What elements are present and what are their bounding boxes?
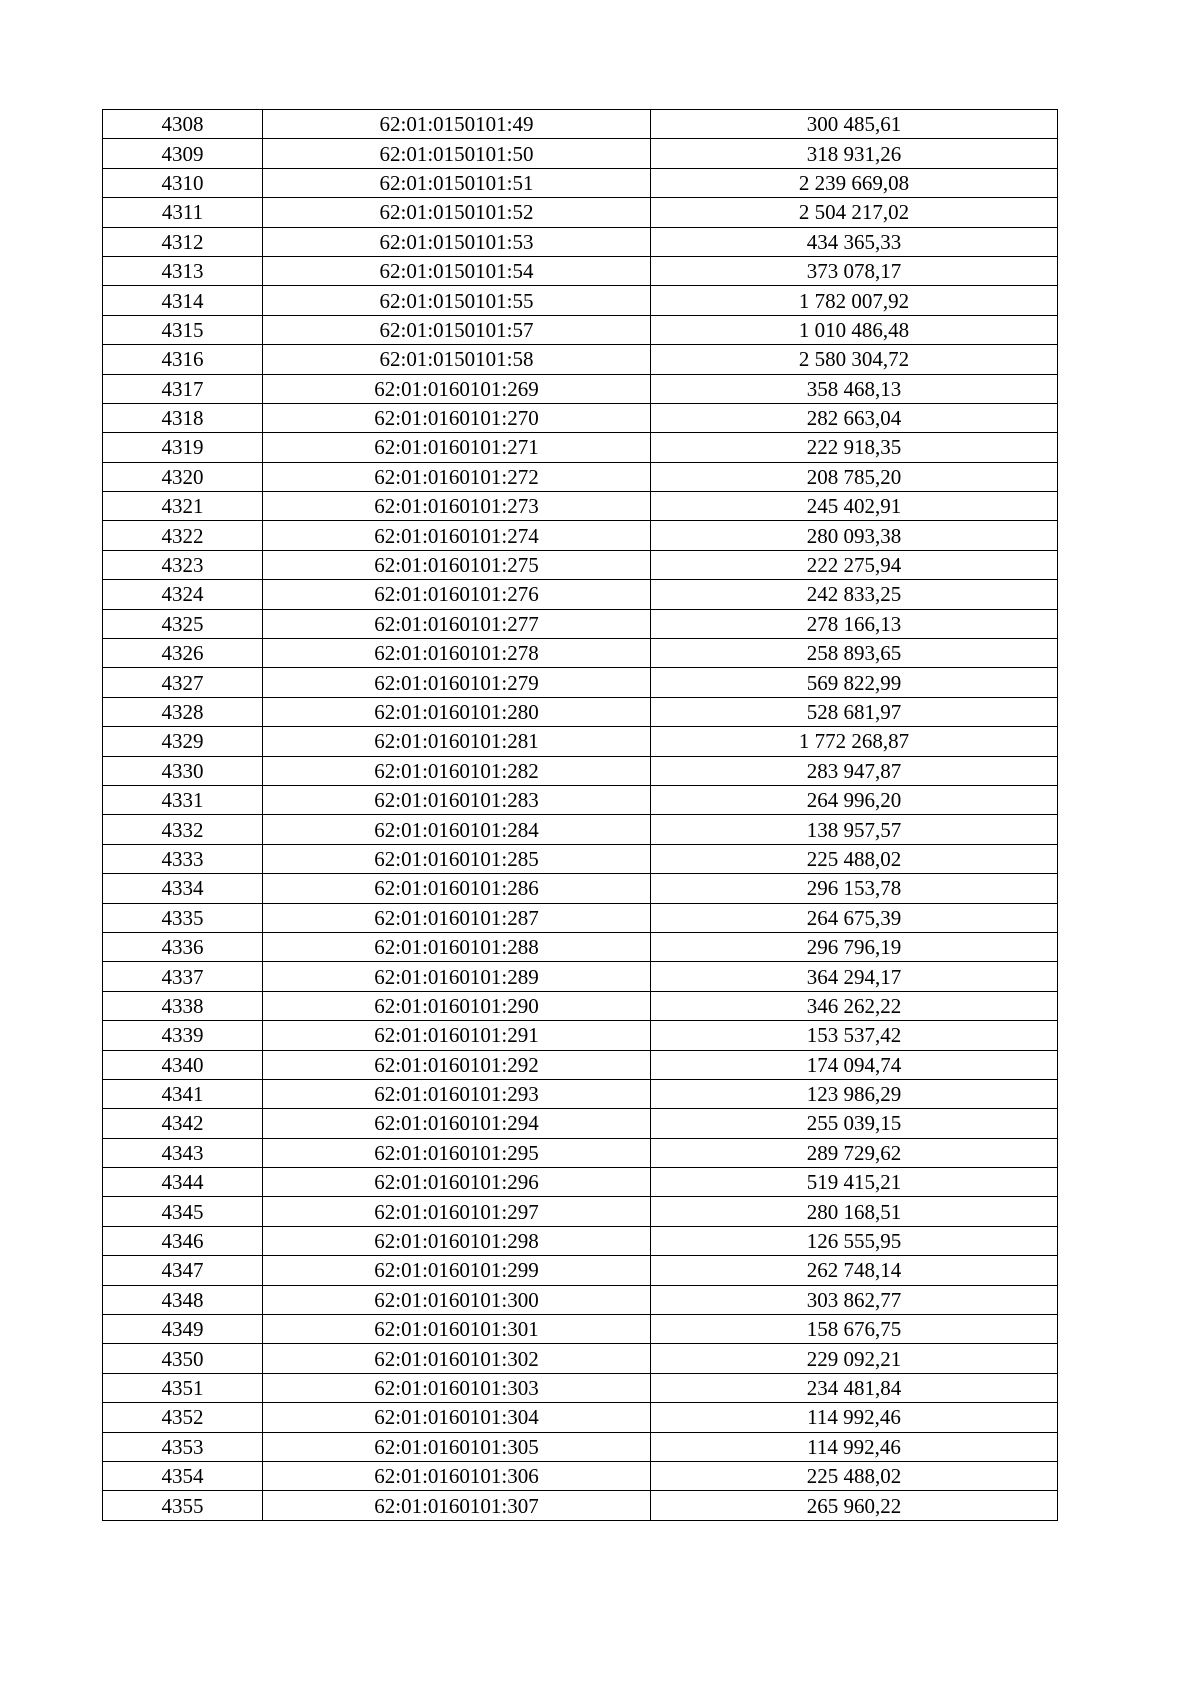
row-number-cell: 4338: [103, 991, 263, 1020]
row-number-cell: 4315: [103, 315, 263, 344]
table-row: [103, 110, 1058, 139]
row-number-cell: 4311: [103, 198, 263, 227]
cadastral-number-cell: 62:01:0160101:283: [263, 785, 651, 814]
cadastral-number-cell: 62:01:0160101:292: [263, 1050, 651, 1079]
cadastral-value-cell: 346 262,22: [651, 991, 1058, 1020]
table-row: [103, 844, 1058, 873]
table-row: [103, 256, 1058, 285]
cadastral-number-cell: 62:01:0160101:291: [263, 1021, 651, 1050]
cadastral-value-cell: 138 957,57: [651, 815, 1058, 844]
table-row: [103, 492, 1058, 521]
cadastral-value-cell: 174 094,74: [651, 1050, 1058, 1079]
cadastral-value-cell: 222 918,35: [651, 433, 1058, 462]
table-row: [103, 345, 1058, 374]
cadastral-value-cell: 225 488,02: [651, 844, 1058, 873]
cadastral-value-cell: 114 992,46: [651, 1403, 1058, 1432]
row-number-cell: 4313: [103, 256, 263, 285]
cadastral-number-cell: 62:01:0160101:270: [263, 403, 651, 432]
row-number-cell: 4328: [103, 697, 263, 726]
cadastral-number-cell: 62:01:0160101:288: [263, 932, 651, 961]
table-row: [103, 697, 1058, 726]
row-number-cell: 4339: [103, 1021, 263, 1050]
cadastral-value-cell: 519 415,21: [651, 1168, 1058, 1197]
cadastral-value-cell: 153 537,42: [651, 1021, 1058, 1050]
table-row: [103, 1403, 1058, 1432]
table-row: [103, 433, 1058, 462]
cadastral-number-cell: 62:01:0150101:54: [263, 256, 651, 285]
cadastral-number-cell: 62:01:0160101:274: [263, 521, 651, 550]
table-row: [103, 815, 1058, 844]
table-row: [103, 756, 1058, 785]
table-row: [103, 1050, 1058, 1079]
table-row: [103, 668, 1058, 697]
cadastral-number-cell: 62:01:0160101:301: [263, 1315, 651, 1344]
table-row: [103, 727, 1058, 756]
table-row: [103, 903, 1058, 932]
table-row: [103, 374, 1058, 403]
table-row: [103, 1079, 1058, 1108]
cadastral-value-cell: 222 275,94: [651, 550, 1058, 579]
cadastral-number-cell: 62:01:0160101:278: [263, 639, 651, 668]
cadastral-number-cell: 62:01:0150101:53: [263, 227, 651, 256]
cadastral-number-cell: 62:01:0160101:275: [263, 550, 651, 579]
cadastral-value-cell: 280 168,51: [651, 1197, 1058, 1226]
row-number-cell: 4336: [103, 932, 263, 961]
cadastral-value-cell: 278 166,13: [651, 609, 1058, 638]
cadastral-value-cell: 262 748,14: [651, 1256, 1058, 1285]
row-number-cell: 4326: [103, 639, 263, 668]
table-row: [103, 1344, 1058, 1373]
row-number-cell: 4342: [103, 1109, 263, 1138]
cadastral-number-cell: 62:01:0160101:297: [263, 1197, 651, 1226]
cadastral-value-cell: 2 239 669,08: [651, 168, 1058, 197]
row-number-cell: 4350: [103, 1344, 263, 1373]
cadastral-number-cell: 62:01:0160101:287: [263, 903, 651, 932]
table-row: [103, 550, 1058, 579]
cadastral-number-cell: 62:01:0160101:277: [263, 609, 651, 638]
cadastral-number-cell: 62:01:0160101:271: [263, 433, 651, 462]
table-row: [103, 198, 1058, 227]
cadastral-number-cell: 62:01:0160101:280: [263, 697, 651, 726]
cadastral-number-cell: 62:01:0150101:51: [263, 168, 651, 197]
table-row: [103, 1109, 1058, 1138]
cadastral-value-cell: 264 675,39: [651, 903, 1058, 932]
cadastral-number-cell: 62:01:0160101:281: [263, 727, 651, 756]
row-number-cell: 4344: [103, 1168, 263, 1197]
row-number-cell: 4353: [103, 1432, 263, 1461]
table-row: [103, 962, 1058, 991]
cadastral-number-cell: 62:01:0160101:286: [263, 874, 651, 903]
row-number-cell: 4323: [103, 550, 263, 579]
cadastral-number-cell: 62:01:0160101:306: [263, 1461, 651, 1490]
table-row: [103, 1432, 1058, 1461]
cadastral-number-cell: 62:01:0160101:294: [263, 1109, 651, 1138]
row-number-cell: 4327: [103, 668, 263, 697]
cadastral-number-cell: 62:01:0150101:58: [263, 345, 651, 374]
cadastral-value-cell: 318 931,26: [651, 139, 1058, 168]
cadastral-value-cell: 358 468,13: [651, 374, 1058, 403]
cadastral-value-cell: 123 986,29: [651, 1079, 1058, 1108]
row-number-cell: 4354: [103, 1461, 263, 1490]
cadastral-number-cell: 62:01:0160101:269: [263, 374, 651, 403]
cadastral-value-cell: 265 960,22: [651, 1491, 1058, 1520]
row-number-cell: 4349: [103, 1315, 263, 1344]
cadastral-number-cell: 62:01:0160101:302: [263, 1344, 651, 1373]
row-number-cell: 4319: [103, 433, 263, 462]
cadastral-value-cell: 126 555,95: [651, 1226, 1058, 1255]
table-row: [103, 580, 1058, 609]
cadastral-value-cell: 245 402,91: [651, 492, 1058, 521]
row-number-cell: 4325: [103, 609, 263, 638]
cadastral-number-cell: 62:01:0150101:55: [263, 286, 651, 315]
cadastral-number-cell: 62:01:0160101:300: [263, 1285, 651, 1314]
cadastral-value-cell: 242 833,25: [651, 580, 1058, 609]
cadastral-value-cell: 1 782 007,92: [651, 286, 1058, 315]
table-row: [103, 139, 1058, 168]
table-row: [103, 521, 1058, 550]
table-row: [103, 1491, 1058, 1520]
row-number-cell: 4332: [103, 815, 263, 844]
table-row: [103, 1373, 1058, 1402]
row-number-cell: 4329: [103, 727, 263, 756]
row-number-cell: 4324: [103, 580, 263, 609]
cadastral-number-cell: 62:01:0160101:303: [263, 1373, 651, 1402]
table-row: [103, 1315, 1058, 1344]
row-number-cell: 4317: [103, 374, 263, 403]
table-row: [103, 991, 1058, 1020]
row-number-cell: 4348: [103, 1285, 263, 1314]
cadastral-number-cell: 62:01:0160101:273: [263, 492, 651, 521]
cadastral-value-cell: 1 772 268,87: [651, 727, 1058, 756]
cadastral-value-cell: 280 093,38: [651, 521, 1058, 550]
table-row: [103, 639, 1058, 668]
row-number-cell: 4318: [103, 403, 263, 432]
table-row: [103, 785, 1058, 814]
cadastral-number-cell: 62:01:0160101:289: [263, 962, 651, 991]
table-row: [103, 1461, 1058, 1490]
row-number-cell: 4320: [103, 462, 263, 491]
cadastral-value-cell: 434 365,33: [651, 227, 1058, 256]
table-row: [103, 315, 1058, 344]
cadastral-value-cell: 296 796,19: [651, 932, 1058, 961]
row-number-cell: 4316: [103, 345, 263, 374]
cadastral-value-cell: 255 039,15: [651, 1109, 1058, 1138]
cadastral-number-cell: 62:01:0160101:304: [263, 1403, 651, 1432]
table-row: [103, 1138, 1058, 1167]
table-row: [103, 1285, 1058, 1314]
row-number-cell: 4352: [103, 1403, 263, 1432]
cadastral-value-cell: 229 092,21: [651, 1344, 1058, 1373]
cadastral-value-cell: 289 729,62: [651, 1138, 1058, 1167]
cadastral-value-cell: 225 488,02: [651, 1461, 1058, 1490]
table-row: [103, 227, 1058, 256]
row-number-cell: 4345: [103, 1197, 263, 1226]
row-number-cell: 4334: [103, 874, 263, 903]
row-number-cell: 4351: [103, 1373, 263, 1402]
cadastral-value-cell: 258 893,65: [651, 639, 1058, 668]
cadastral-value-cell: 283 947,87: [651, 756, 1058, 785]
table-row: [103, 286, 1058, 315]
cadastral-number-cell: 62:01:0160101:295: [263, 1138, 651, 1167]
cadastral-number-cell: 62:01:0160101:307: [263, 1491, 651, 1520]
cadastral-number-cell: 62:01:0160101:305: [263, 1432, 651, 1461]
table-row: [103, 1021, 1058, 1050]
table-row: [103, 403, 1058, 432]
cadastral-value-cell: 528 681,97: [651, 697, 1058, 726]
cadastral-value-cell: 364 294,17: [651, 962, 1058, 991]
table-body: [103, 110, 1058, 1521]
row-number-cell: 4346: [103, 1226, 263, 1255]
cadastral-value-cell: 2 504 217,02: [651, 198, 1058, 227]
cadastral-number-cell: 62:01:0150101:52: [263, 198, 651, 227]
cadastral-value-table: [102, 109, 1058, 1521]
cadastral-value-cell: 208 785,20: [651, 462, 1058, 491]
table-row: [103, 1256, 1058, 1285]
cadastral-number-cell: 62:01:0160101:299: [263, 1256, 651, 1285]
cadastral-value-cell: 300 485,61: [651, 110, 1058, 139]
table-row: [103, 1168, 1058, 1197]
row-number-cell: 4347: [103, 1256, 263, 1285]
table-row: [103, 932, 1058, 961]
cadastral-number-cell: 62:01:0160101:290: [263, 991, 651, 1020]
cadastral-number-cell: 62:01:0160101:285: [263, 844, 651, 873]
row-number-cell: 4312: [103, 227, 263, 256]
cadastral-number-cell: 62:01:0160101:293: [263, 1079, 651, 1108]
table-row: [103, 1197, 1058, 1226]
row-number-cell: 4309: [103, 139, 263, 168]
cadastral-value-cell: 158 676,75: [651, 1315, 1058, 1344]
cadastral-number-cell: 62:01:0150101:50: [263, 139, 651, 168]
cadastral-number-cell: 62:01:0160101:279: [263, 668, 651, 697]
cadastral-number-cell: 62:01:0150101:49: [263, 110, 651, 139]
cadastral-value-cell: 2 580 304,72: [651, 345, 1058, 374]
row-number-cell: 4337: [103, 962, 263, 991]
table-row: [103, 1226, 1058, 1255]
cadastral-number-cell: 62:01:0150101:57: [263, 315, 651, 344]
cadastral-number-cell: 62:01:0160101:272: [263, 462, 651, 491]
table-row: [103, 168, 1058, 197]
cadastral-value-cell: 296 153,78: [651, 874, 1058, 903]
cadastral-value-cell: 1 010 486,48: [651, 315, 1058, 344]
row-number-cell: 4355: [103, 1491, 263, 1520]
table-row: [103, 874, 1058, 903]
cadastral-value-cell: 569 822,99: [651, 668, 1058, 697]
cadastral-number-cell: 62:01:0160101:276: [263, 580, 651, 609]
cadastral-value-cell: 234 481,84: [651, 1373, 1058, 1402]
cadastral-number-cell: 62:01:0160101:296: [263, 1168, 651, 1197]
cadastral-value-cell: 114 992,46: [651, 1432, 1058, 1461]
cadastral-value-cell: 282 663,04: [651, 403, 1058, 432]
row-number-cell: 4321: [103, 492, 263, 521]
row-number-cell: 4314: [103, 286, 263, 315]
row-number-cell: 4333: [103, 844, 263, 873]
row-number-cell: 4308: [103, 110, 263, 139]
row-number-cell: 4322: [103, 521, 263, 550]
cadastral-value-cell: 303 862,77: [651, 1285, 1058, 1314]
table-row: [103, 609, 1058, 638]
cadastral-value-cell: 373 078,17: [651, 256, 1058, 285]
row-number-cell: 4340: [103, 1050, 263, 1079]
row-number-cell: 4341: [103, 1079, 263, 1108]
cadastral-number-cell: 62:01:0160101:282: [263, 756, 651, 785]
cadastral-value-cell: 264 996,20: [651, 785, 1058, 814]
row-number-cell: 4343: [103, 1138, 263, 1167]
row-number-cell: 4330: [103, 756, 263, 785]
cadastral-number-cell: 62:01:0160101:284: [263, 815, 651, 844]
row-number-cell: 4310: [103, 168, 263, 197]
row-number-cell: 4331: [103, 785, 263, 814]
row-number-cell: 4335: [103, 903, 263, 932]
cadastral-number-cell: 62:01:0160101:298: [263, 1226, 651, 1255]
table-row: [103, 462, 1058, 491]
